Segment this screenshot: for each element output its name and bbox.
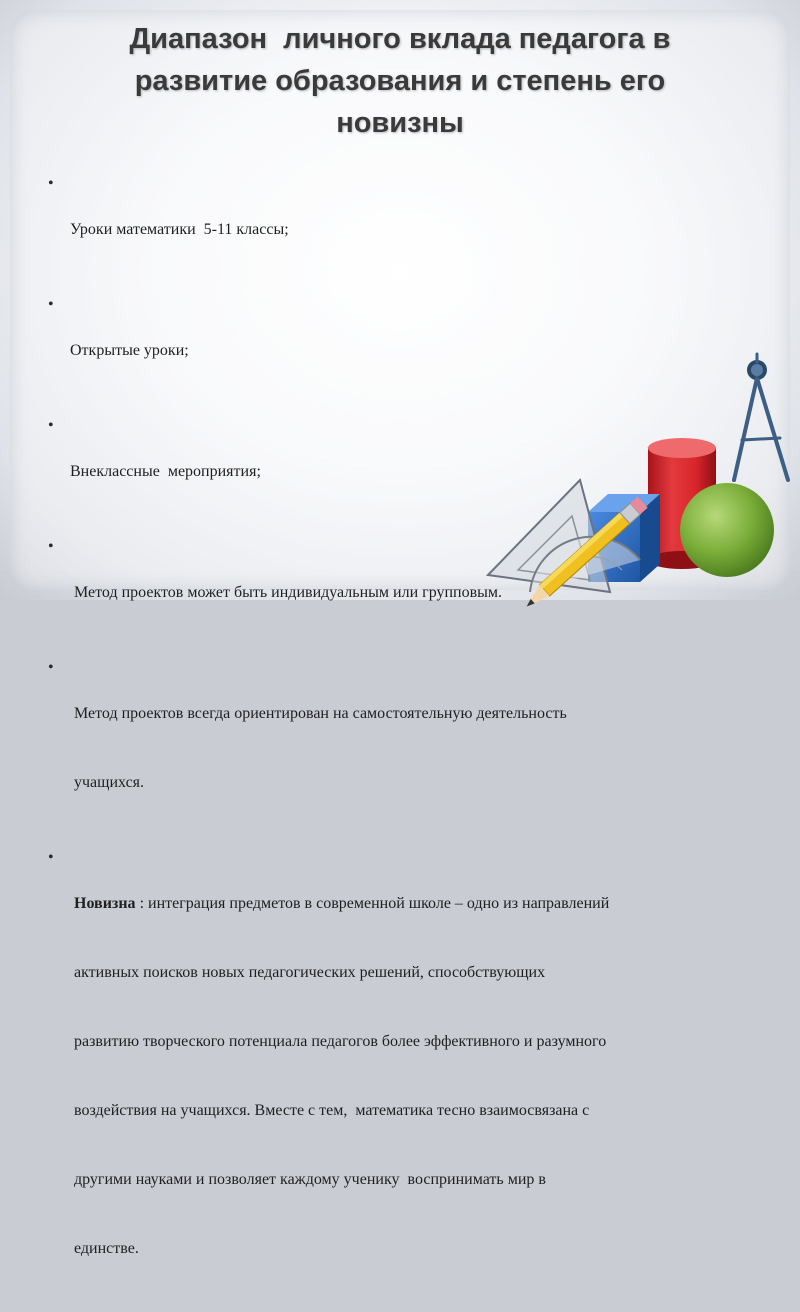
bullet-text: • Уроки математики 5-11 классы; [70, 221, 289, 238]
bullet-item [46, 656, 756, 840]
title-line: развитие образования и степень его [134, 65, 666, 97]
bullet-text: • Метод проектов может быть индивидуальным или групповым. [74, 584, 503, 601]
bullet-text: • Метод проектов всегда ориентирован на самостоятельную деятельность [74, 705, 567, 722]
novelty-first-line [74, 892, 756, 915]
geometry-illustration [470, 330, 800, 600]
bullet-item-novelty [46, 846, 756, 1306]
sphere-icon [680, 483, 774, 577]
bullet-text: активных поисков новых педагогических решений, способствующих [74, 964, 546, 981]
slide-title [40, 18, 760, 144]
bullet-text: учащихся. [74, 774, 145, 791]
title-line: новизны [336, 107, 464, 139]
bullet-item [46, 172, 756, 287]
bullet-text: • Открытые уроки; [70, 342, 189, 359]
title-line: Диапазон личного вклада педагога в [129, 23, 671, 55]
bullet-text: другими науками и позволяет каждому ученику воспринимать мир в [74, 1171, 546, 1188]
bullet-text: развитию творческого потенциала педагогов более эффективного и разумного [74, 1033, 607, 1050]
bullet-text: единстве. [74, 1240, 139, 1257]
novelty-label: Новизна [74, 895, 136, 912]
bullet-text: • Внеклассные мероприятия; [70, 463, 261, 480]
compass-icon [734, 354, 788, 480]
bullet-text: : интеграция предметов в современной школе – одно из направлений [135, 895, 610, 912]
bullet-text: воздействия на учащихся. Вместе с тем, математика тесно взаимосвязана с [74, 1102, 590, 1119]
